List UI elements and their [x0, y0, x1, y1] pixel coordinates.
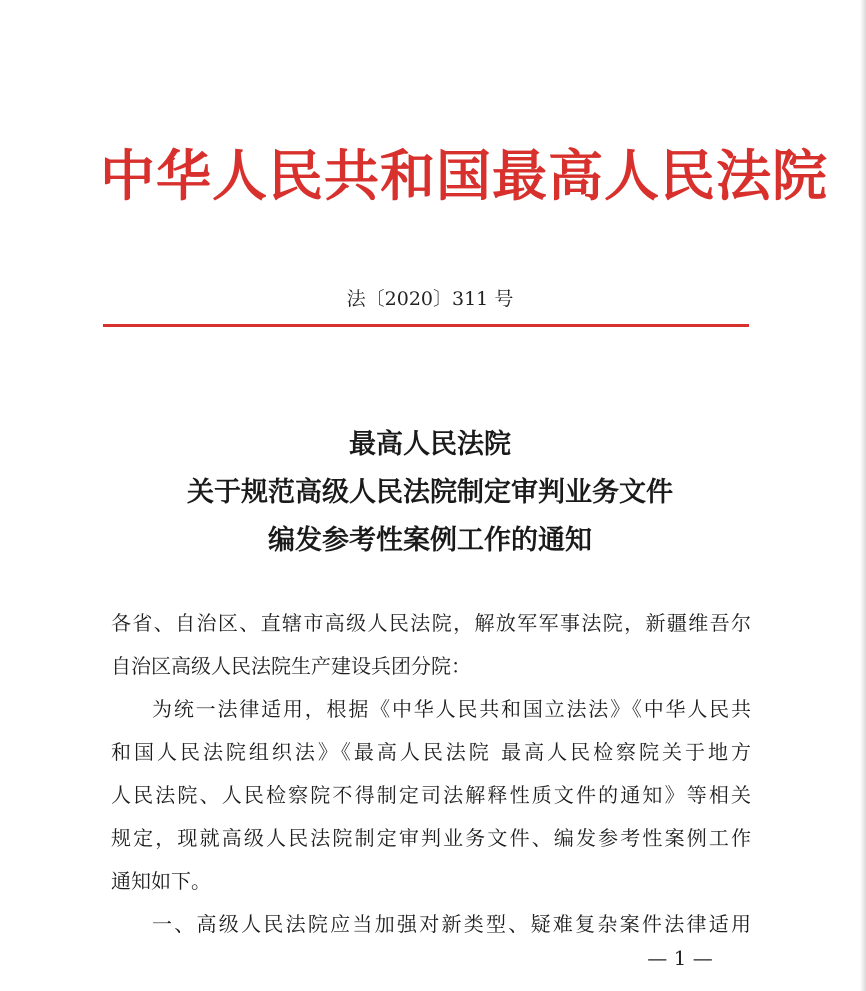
page-edge-shadow: [860, 0, 866, 991]
body-line-paragraph-1: 人民法院、人民检察院不得制定司法解释性质文件的通知》等相关: [111, 783, 751, 807]
body-line-addressees-cont: 自治区高级人民法院生产建设兵团分院：: [111, 654, 471, 678]
body-line-paragraph-1: 和国人民法院组织法》《最高人民法院 最高人民检察院关于地方: [111, 740, 751, 764]
notice-title-line-1: 最高人民法院: [349, 429, 511, 460]
body-line-paragraph-1: 规定，现就高级人民法院制定审判业务文件、编发参考性案例工作: [111, 826, 751, 850]
document-number: 法〔2020〕311 号: [346, 288, 514, 310]
body-line-paragraph-1-end: 通知如下。: [111, 869, 211, 893]
red-divider-rule: [103, 324, 749, 327]
body-line-paragraph-1: 为统一法律适用，根据《中华人民共和国立法法》《中华人民共: [152, 697, 751, 721]
page-number: — 1 —: [647, 946, 713, 970]
issuer-heading: 中华人民共和国最高人民法院: [100, 144, 829, 208]
body-line-addressees: 各省、自治区、直辖市高级人民法院，解放军军事法院，新疆维吾尔: [111, 611, 751, 635]
body-line-section-1: 一、高级人民法院应当加强对新类型、疑难复杂案件法律适用: [152, 912, 751, 936]
notice-title-line-2: 关于规范高级人民法院制定审判业务文件: [187, 477, 673, 508]
notice-title-line-3: 编发参考性案例工作的通知: [268, 525, 592, 556]
